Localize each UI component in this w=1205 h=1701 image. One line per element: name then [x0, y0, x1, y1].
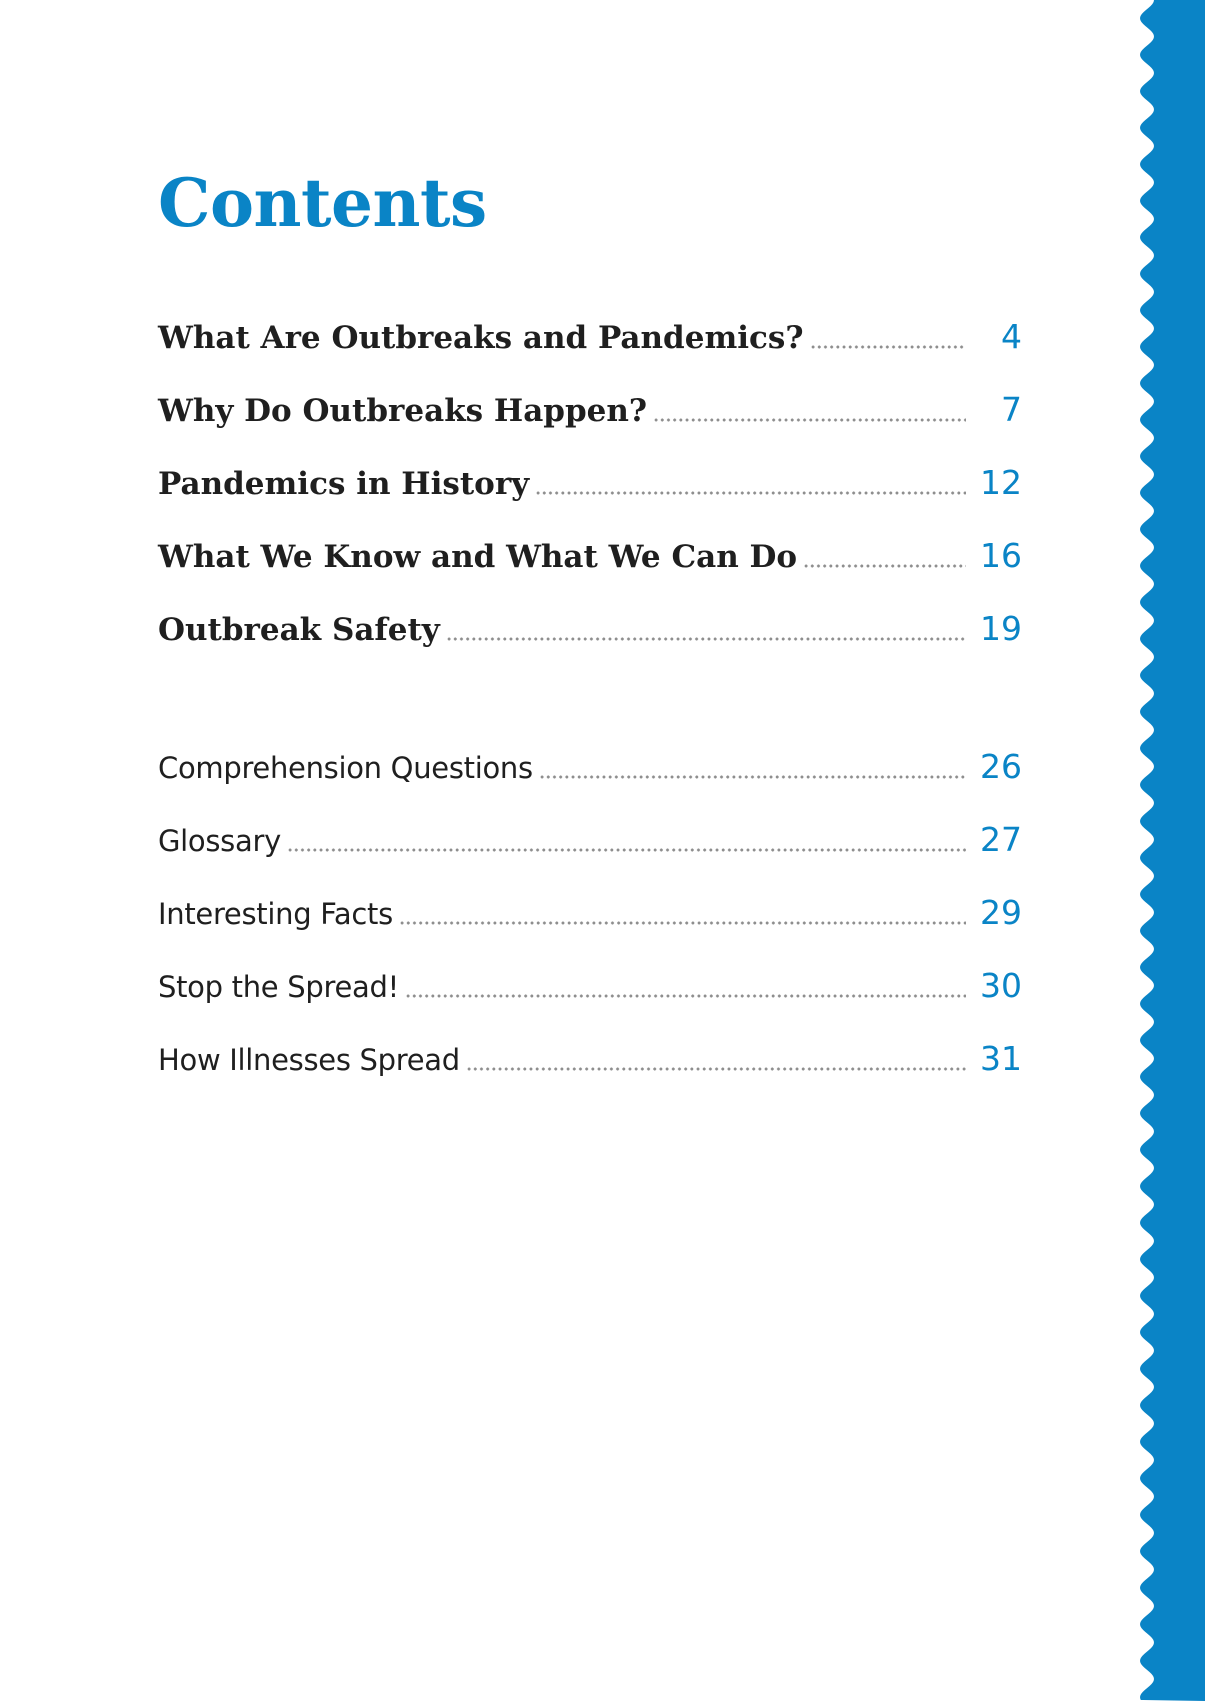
- dot-leader: [466, 1067, 966, 1071]
- dot-leader: [405, 994, 966, 998]
- toc-page-number: 31: [980, 1039, 1022, 1078]
- dot-leader: [539, 775, 966, 779]
- toc-entry[interactable]: [158, 536, 1022, 584]
- toc-entry[interactable]: [158, 893, 1022, 941]
- wavy-blue-edge: [1135, 0, 1205, 1701]
- toc-entry-title: Glossary: [158, 824, 281, 858]
- toc-page-number: 19: [980, 609, 1022, 648]
- dot-leader: [803, 564, 966, 568]
- toc-page-number: 27: [980, 820, 1022, 859]
- toc-entry[interactable]: [158, 1039, 1022, 1087]
- dot-leader: [446, 637, 966, 641]
- dot-leader: [653, 418, 966, 422]
- toc-entry[interactable]: [158, 463, 1022, 511]
- toc-entry[interactable]: [158, 317, 1022, 365]
- toc-entry[interactable]: [158, 820, 1022, 868]
- toc-entry-title: Outbreak Safety: [158, 612, 440, 648]
- toc-entry-title: How Illnesses Spread: [158, 1043, 460, 1077]
- page-title: Contents: [158, 164, 487, 242]
- toc-page-number: 16: [980, 536, 1022, 575]
- dot-leader: [535, 491, 966, 495]
- toc-page-number: 29: [980, 893, 1022, 932]
- toc-page-number: 7: [1001, 390, 1022, 429]
- toc-page-number: 4: [1001, 317, 1022, 356]
- toc-entry-title: Why Do Outbreaks Happen?: [158, 393, 648, 429]
- toc-entry[interactable]: [158, 609, 1022, 657]
- toc-entry-title: Interesting Facts: [158, 897, 393, 931]
- toc-page-number: 26: [980, 747, 1022, 786]
- dot-leader: [287, 848, 966, 852]
- toc-entry[interactable]: [158, 390, 1022, 438]
- toc-entry-title: What Are Outbreaks and Pandemics?: [158, 320, 804, 356]
- toc-entry-title: Pandemics in History: [158, 466, 530, 502]
- dot-leader: [810, 345, 966, 349]
- toc-page-number: 12: [980, 463, 1022, 502]
- toc-entry-title: Stop the Spread!: [158, 970, 399, 1004]
- toc-entry-title: Comprehension Questions: [158, 751, 533, 785]
- toc-entry[interactable]: [158, 966, 1022, 1014]
- dot-leader: [399, 921, 966, 925]
- toc-entry[interactable]: [158, 747, 1022, 795]
- toc-page-number: 30: [980, 966, 1022, 1005]
- toc-entry-title: What We Know and What We Can Do: [158, 539, 798, 575]
